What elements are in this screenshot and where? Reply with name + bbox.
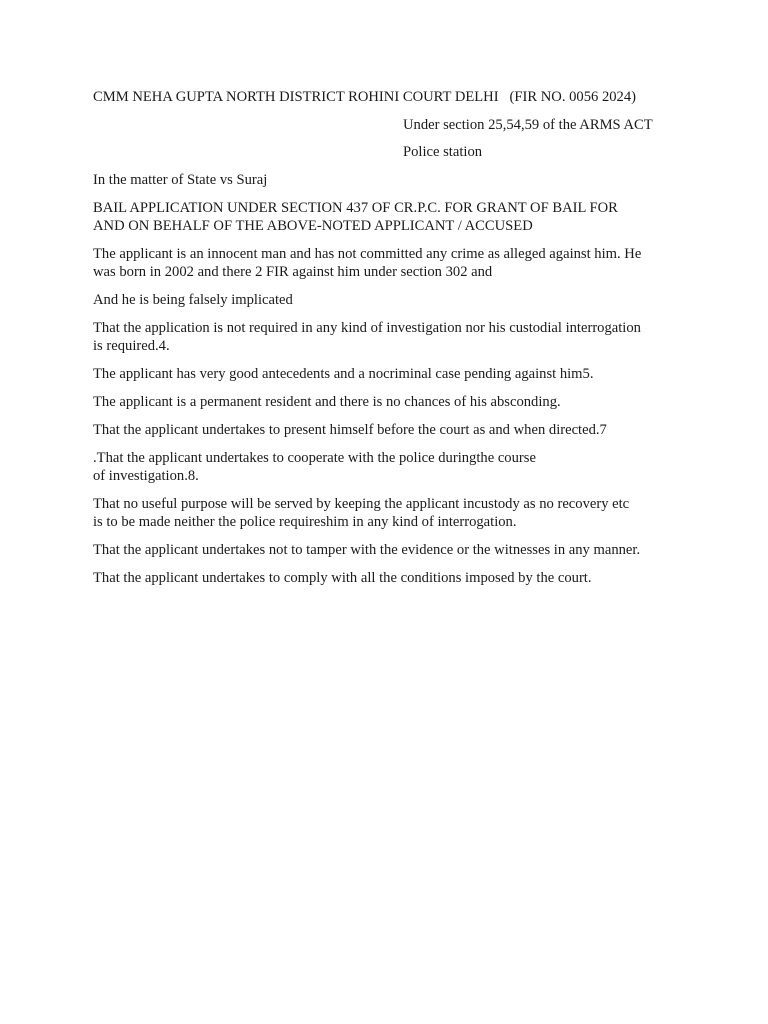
paragraph-line: That the applicant undertakes to present himself before the court as and when directed.7	[93, 422, 607, 438]
matter-line: In the matter of State vs Suraj	[93, 172, 268, 188]
paragraph-line: That the applicant undertakes not to tamper with the evidence or the witnesses in any manner.	[93, 542, 641, 558]
section-heading: Under section 25,54,59 of the ARMS ACT	[403, 117, 653, 133]
paragraph-line: That the applicant undertakes to comply with all the conditions imposed by the court.	[93, 570, 592, 586]
paragraph-line: That no useful purpose will be served by keeping the applicant incustody as no recovery etc	[93, 496, 630, 512]
application-title-line: BAIL APPLICATION UNDER SECTION 437 OF CR.P.C. FOR GRANT OF BAIL FOR	[93, 200, 618, 216]
paragraph-line: The applicant has very good antecedents and a nocriminal case pending against him5.	[93, 366, 594, 382]
paragraph-line: That the application is not required in any kind of investigation nor his custodial interrogation	[93, 320, 641, 336]
paragraph-line: of investigation.8.	[93, 468, 199, 484]
police-station-heading: Police station	[403, 144, 483, 160]
paragraph-line: .That the applicant undertakes to cooperate with the police duringthe course	[93, 450, 536, 466]
court-heading: CMM NEHA GUPTA NORTH DISTRICT ROHINI COURT DELHI (FIR NO. 0056 2024)	[93, 89, 637, 105]
paragraph-line: is to be made neither the police requireshim in any kind of interrogation.	[93, 514, 517, 530]
paragraph-line: The applicant is a permanent resident and there is no chances of his absconding.	[93, 394, 561, 410]
paragraph-line: is required.4.	[93, 338, 170, 354]
paragraph-line: And he is being falsely implicated	[93, 292, 293, 308]
application-title-line: AND ON BEHALF OF THE ABOVE-NOTED APPLICANT / ACCUSED	[93, 218, 533, 234]
paragraph-line: The applicant is an innocent man and has not committed any crime as alleged against him. He	[93, 246, 642, 262]
paragraph-line: was born in 2002 and there 2 FIR against him under section 302 and	[93, 264, 493, 280]
